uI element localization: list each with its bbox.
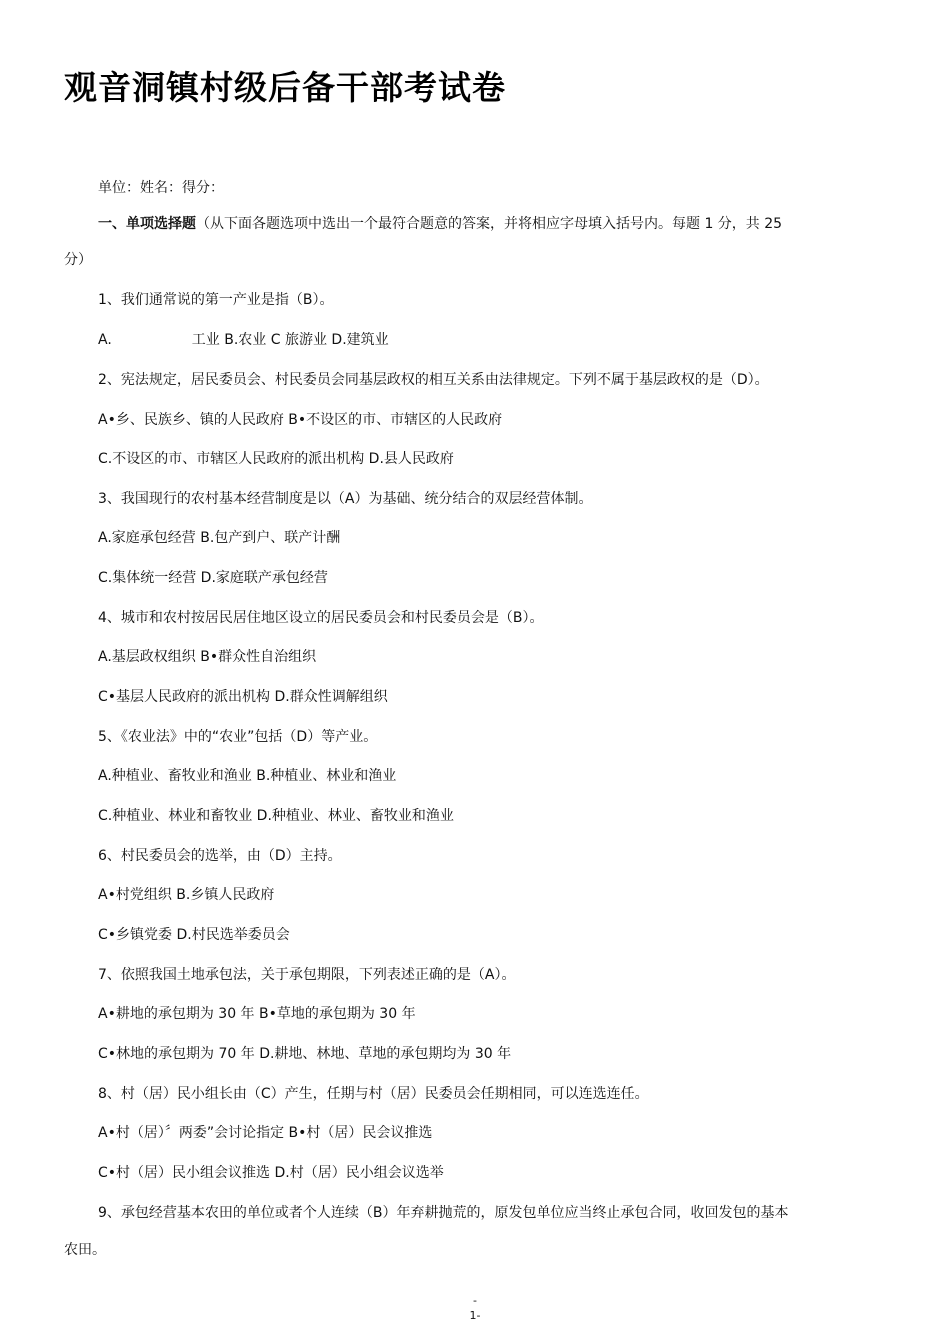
- question-4-options-2: C•基层人民政府的派出机构 D.群众性调解组织: [98, 689, 388, 705]
- question-8-options-1: A•村（居）〞两委”会讨论指定 B•村（居）民会议推选: [98, 1125, 433, 1141]
- section-instructions: （从下面各题选项中选出一个最符合题意的答案，并将相应字母填入括号内。每题 1 分，共 25: [196, 216, 783, 232]
- question-1-options: [98, 330, 886, 350]
- question-5: 5、《农业法》中的“农业”包括（D）等产业。: [98, 729, 378, 745]
- question-4-options-1: A.基层政权组织 B•群众性自治组织: [98, 649, 317, 665]
- question-9-cont: 农田。: [64, 1242, 106, 1258]
- section-heading-line: [98, 214, 886, 234]
- question-3-options-2: C.集体统一经营 D.家庭联产承包经营: [98, 570, 328, 586]
- footer-dash: -: [473, 1294, 477, 1307]
- question-7: 7、依照我国土地承包法，关于承包期限，下列表述正确的是（A）。: [98, 967, 516, 983]
- section-heading: 一、单项选择题: [98, 216, 196, 232]
- page-number: 1-: [469, 1309, 481, 1322]
- question-2-options-2: C.不设区的市、市辖区人民政府的派出机构 D.县人民政府: [98, 451, 454, 467]
- question-1: 1、我们通常说的第一产业是指（B）。: [98, 292, 334, 308]
- question-6: 6、村民委员会的选举，由（D）主持。: [98, 848, 342, 864]
- question-5-options-1: A.种植业、畜牧业和渔业 B.种植业、林业和渔业: [98, 768, 397, 784]
- question-3-options-1: A.家庭承包经营 B.包产到户、联产计酬: [98, 530, 341, 546]
- question-5-options-2: C.种植业、林业和畜牧业 D.种植业、林业、畜牧业和渔业: [98, 808, 454, 824]
- options-rest: 工业 B.农业 C 旅游业 D.建筑业: [191, 332, 389, 348]
- question-6-options-2: C•乡镇党委 D.村民选举委员会: [98, 927, 290, 943]
- question-8: 8、村（居）民小组长由（C）产生，任期与村（居）民委员会任期相同，可以连选连任。: [98, 1086, 649, 1102]
- question-4: 4、城市和农村按居民居住地区设立的居民委员会和村民委员会是（B）。: [98, 610, 544, 626]
- question-7-options-1: A•耕地的承包期为 30 年 B•草地的承包期为 30 年: [98, 1006, 416, 1022]
- question-6-options-1: A•村党组织 B.乡镇人民政府: [98, 887, 275, 903]
- header-fields: 单位：姓名：得分：: [98, 180, 224, 196]
- option-a-label: A.: [98, 332, 112, 348]
- question-7-options-2: C•林地的承包期为 70 年 D.耕地、林地、草地的承包期均为 30 年: [98, 1046, 512, 1062]
- question-2-options-1: A•乡、民族乡、镇的人民政府 B•不设区的市、市辖区的人民政府: [98, 412, 503, 428]
- section-instructions-cont: 分）: [64, 252, 92, 268]
- question-3: 3、我国现行的农村基本经营制度是以（A）为基础、统分结合的双层经营体制。: [98, 491, 593, 507]
- page-title: 观音洞镇村级后备干部考试卷: [64, 68, 506, 107]
- question-9: 9、承包经营基本农田的单位或者个人连续（B）年弃耕抛荒的，原发包单位应当终止承包合同，收回发包的基本: [98, 1205, 789, 1221]
- question-2: 2、宪法规定，居民委员会、村民委员会同基层政权的相互关系由法律规定。下列不属于基层政权的是（D）。: [98, 372, 769, 388]
- question-8-options-2: C•村（居）民小组会议推选 D.村（居）民小组会议选举: [98, 1165, 444, 1181]
